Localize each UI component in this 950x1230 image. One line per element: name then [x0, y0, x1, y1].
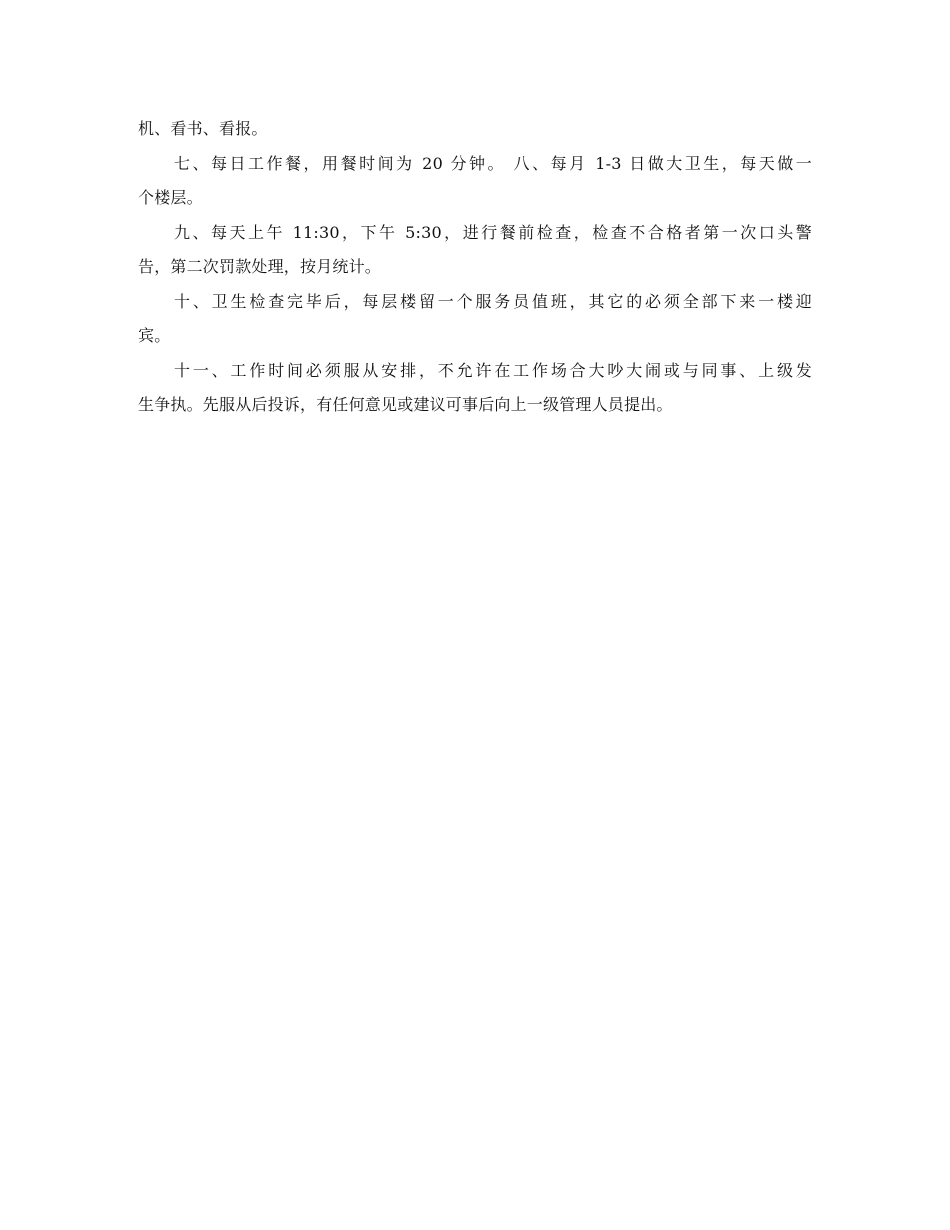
paragraph-line: 七、每日工作餐，用餐时间为 20 分钟。 八、每月 1-3 日做大卫生，每天做一: [174, 153, 812, 173]
paragraph-line: 个楼层。: [138, 188, 203, 207]
document-body: [138, 116, 812, 427]
paragraph-line: 机、看书、看报。: [138, 119, 268, 138]
paragraph-line: 告，第二次罚款处理，按月统计。: [138, 257, 382, 276]
paragraph-line: 十一、工作时间必须服从安排，不允许在工作场合大吵大闹或与同事、上级发: [174, 360, 812, 380]
paragraph-line: 九、每天上午 11:30，下午 5:30，进行餐前检查，检查不合格者第一次口头警: [174, 222, 812, 242]
paragraph-line: 生争执。先服从后投诉，有任何意见或建议可事后向上一级管理人员提出。: [138, 395, 673, 414]
paragraph-line: 十、卫生检查完毕后，每层楼留一个服务员值班，其它的必须全部下来一楼迎: [174, 291, 812, 311]
paragraph-line: 宾。: [138, 326, 171, 345]
